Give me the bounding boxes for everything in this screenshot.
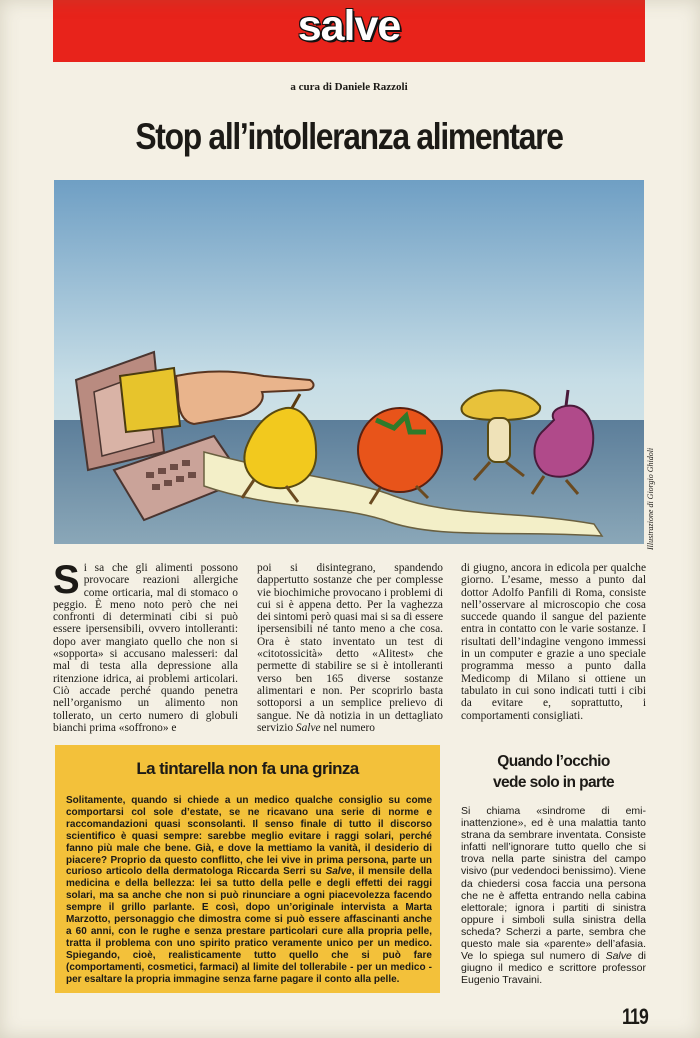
article-column-3	[461, 562, 646, 722]
magazine-section-title: salve	[297, 2, 401, 50]
header-bar	[53, 0, 645, 62]
drop-cap: S	[53, 558, 80, 602]
illustration-drawing	[54, 180, 644, 544]
byline: a cura di Daniele Razzoli	[290, 81, 408, 93]
magazine-name: Salve	[325, 866, 352, 878]
article-column-1	[53, 558, 238, 734]
column-3-text: di giugno, ancora in edicola per qualche giorno. L’esame, messo a punto dal dottor Adolfo Panfili di Roma, consiste nell’osservare al microscopio che cosa succede quando il sangue del paziente entra in contatto con le varie sostanze. I risultati dell’indagine vengono immessi in un computer e grazie a uno speciale programma messo a punto dalla Medicomp di Milano si ottiene un tabulato in cui sono indicati tutti i cibi da evitare e, soprattutto, i comportamenti consigliati.	[461, 562, 646, 722]
page-number: 119	[622, 1004, 648, 1029]
article-headline: Stop all’intolleranza alimentare	[135, 116, 563, 157]
column-2-text: poi si disintegrano, spandendo dappertutto sostanze che per complesse vie biochimiche provocano i problemi di cui si è appena detto. Per la vaghezza dei sintomi però quasi mai si sa di essere ipersensibili né tanto meno a che cosa. Ora è stato inventato un test di «citotossicità» detto «Alitest» che permette di stabilire se si è intolleranti verso ben 165 diverse sostanze alimentari e non. Per scoprirlo basta sottoporsi a un semplice prelievo di sangue. Ne dà notizia in un dettagliato servizio	[257, 562, 444, 734]
magazine-name: Salve	[605, 950, 632, 963]
sidebar-heading: La tintarella non fa una grinza	[136, 759, 359, 778]
article-illustration	[54, 180, 644, 544]
magazine-name: Salve	[295, 721, 321, 734]
right-sidebar-heading: Quando l’occhio vede solo in parte	[493, 753, 614, 791]
sidebar-body: Solitamente, quando si chiede a un medico qualche consiglio su come comportarsi col sole d’estate, se ne ricavano una serie di norme e raccomandazioni quasi sconsolanti. Il senso finale di tutto il discorso scientifico è quasi sempre: sarebbe meglio evitare i raggi solari, perché fanno più male che bene. Già, e dove la mettiamo la vanità, il desiderio di piacere? Proprio da questo conflitto, che lei vive in prima persona, parte un curioso articolo della dermatologa Riccarda Serri su Salve, il mensile della medicina e della bellezza: lei sa tutto della pelle e degli effetti dei raggi solari, ma sa anche che non si può rinunciare a ogni piacevolezza facendo sempre il grillo parlante. E così, dopo un’originale intervista a Marta Marzotto, personaggio che dimostra come si può essere affascinanti anche a 60 anni, con le rughe e senza prestare particolari cure alla propria pelle, tratta il problema con uno spirito pratico veramente unico per un medico. Spiegando, cioè, realisticamente tutto quello che si può fare (comportamenti, cosmetici, farmaci) al limite del tollerabile - per un medico - per esaltare la propria immagine senza farne pagare il conto alla pelle.	[66, 795, 432, 985]
tanning-sidebar-box	[55, 745, 440, 993]
article-column-2	[257, 562, 443, 734]
right-sidebar-body: Si chiama «sindrome di emi-inattenzione», ed è una malattia tanto strana da sembrare inventata. Consiste infatti nell’ignorare tutto quello che si trova nella parte sinistra del campo visivo (pur vedendoci benissimo). Viene da chiedersi cosa faccia una persona che ne è affetta entrando nella cabina elettorale; ignora i partiti di sinistra oppure i simboli sulla sinistra della scheda? Scherzi a parte, sembra che questo male sia «parente» dell’afasia. Ve lo spiega sul numero di Salve di giugno il medico e scrittore professor Eugenio Travaini.	[461, 805, 646, 987]
illustration-credit: Illustrazione di Giorgio Ghidoli	[646, 447, 655, 550]
column-2-text-end: nel numero	[320, 721, 375, 734]
column-1-text: i sa che gli alimenti possono provocare reazioni allergiche come orticaria, mal di stomaco o peggio. È meno noto però che nei confronti di determinati cibi si può essere ipersensibili, ovvero intolleranti: dopo aver mangiato quello che non si «sopporta» si accusano malesseri: dal mal di testa alla depressione alla ritenzione idrica, ai problemi articolari. Ciò accade perché quando penetra nell’organismo un alimento non tollerato, un certo numero di globuli bianchi prima «soffrono» e	[53, 562, 238, 734]
